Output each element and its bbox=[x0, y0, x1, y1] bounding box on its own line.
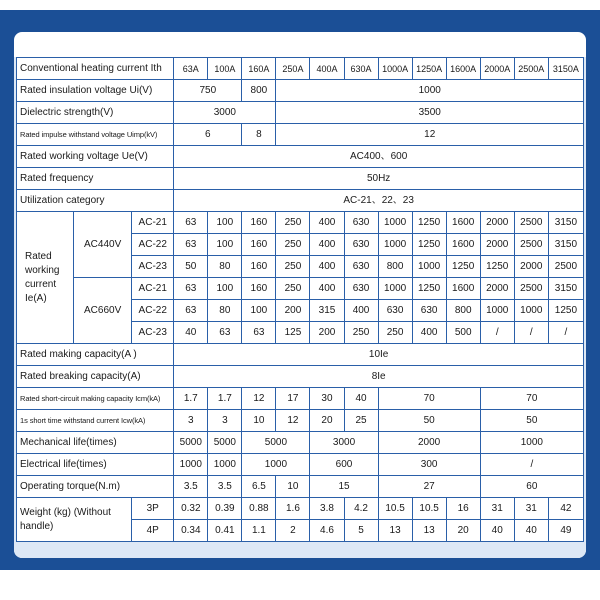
header-cell: 2000A bbox=[480, 58, 514, 80]
row-label: Dielectric strength(V) bbox=[17, 102, 174, 124]
row-label: Rated working voltage Ue(V) bbox=[17, 146, 174, 168]
table-cell: 1000 bbox=[378, 212, 412, 234]
table-cell: 630 bbox=[412, 300, 446, 322]
table-cell: 1250 bbox=[548, 300, 583, 322]
table-row bbox=[17, 212, 584, 234]
table-cell: 8Ie bbox=[174, 366, 584, 388]
table-cell: 63 bbox=[174, 234, 208, 256]
table-cell: 1000 bbox=[412, 256, 446, 278]
table-cell: 3000 bbox=[310, 432, 378, 454]
table-cell: 63 bbox=[208, 322, 242, 344]
table-row bbox=[17, 498, 584, 520]
header-cell: 63A bbox=[174, 58, 208, 80]
header-cell: 250A bbox=[276, 58, 310, 80]
header-cell: 1250A bbox=[412, 58, 446, 80]
table-cell: 2000 bbox=[480, 234, 514, 256]
table-cell: / bbox=[514, 322, 548, 344]
table-cell: 63 bbox=[174, 278, 208, 300]
table-cell: 80 bbox=[208, 300, 242, 322]
table-cell: 30 bbox=[310, 388, 344, 410]
page-frame bbox=[0, 10, 600, 570]
voltage-label: AC440V bbox=[74, 212, 132, 278]
table-cell: 630 bbox=[344, 256, 378, 278]
table-cell: 49 bbox=[548, 520, 583, 542]
table-cell: 10Ie bbox=[174, 344, 584, 366]
table-cell: AC-21、22、23 bbox=[174, 190, 584, 212]
table-cell: 3150 bbox=[548, 278, 583, 300]
table-cell: 40 bbox=[344, 388, 378, 410]
row-label: Rated short-circuit making capacity Icm(kA) bbox=[17, 388, 174, 410]
table-cell: 6.5 bbox=[242, 476, 276, 498]
header-cell: 2500A bbox=[514, 58, 548, 80]
table-cell: 1000 bbox=[276, 80, 584, 102]
table-cell: 13 bbox=[412, 520, 446, 542]
table-cell: 1600 bbox=[446, 212, 480, 234]
table-cell: 27 bbox=[378, 476, 480, 498]
table-cell: 800 bbox=[378, 256, 412, 278]
table-row bbox=[17, 344, 584, 366]
table-cell: 50 bbox=[480, 410, 583, 432]
category-label: AC-22 bbox=[132, 300, 174, 322]
table-cell: 315 bbox=[310, 300, 344, 322]
table-cell: 20 bbox=[446, 520, 480, 542]
category-label: AC-21 bbox=[132, 212, 174, 234]
table-cell: 12 bbox=[276, 124, 584, 146]
table-cell: 2000 bbox=[480, 278, 514, 300]
header-cell: 1600A bbox=[446, 58, 480, 80]
table-cell: 600 bbox=[310, 454, 378, 476]
table-cell: 125 bbox=[276, 322, 310, 344]
table-row bbox=[17, 58, 584, 80]
table-cell: 2500 bbox=[514, 278, 548, 300]
table-cell: 1250 bbox=[480, 256, 514, 278]
table-cell: 300 bbox=[378, 454, 480, 476]
row-label: Rated insulation voltage Ui(V) bbox=[17, 80, 174, 102]
table-cell: 750 bbox=[174, 80, 242, 102]
table-row bbox=[17, 190, 584, 212]
table-cell: 15 bbox=[310, 476, 378, 498]
table-cell: 60 bbox=[480, 476, 583, 498]
table-cell: 3000 bbox=[174, 102, 276, 124]
table-cell: 1000 bbox=[514, 300, 548, 322]
table-cell: 630 bbox=[344, 212, 378, 234]
table-cell: 10.5 bbox=[412, 498, 446, 520]
table-cell: 40 bbox=[480, 520, 514, 542]
table-row bbox=[17, 124, 584, 146]
table-cell: 200 bbox=[310, 322, 344, 344]
table-cell: 3500 bbox=[276, 102, 584, 124]
table-cell: 100 bbox=[242, 300, 276, 322]
table-cell: / bbox=[480, 454, 583, 476]
table-cell: 1600 bbox=[446, 278, 480, 300]
table-cell: 3.5 bbox=[208, 476, 242, 498]
table-row bbox=[17, 146, 584, 168]
row-label: Rated frequency bbox=[17, 168, 174, 190]
voltage-label: AC660V bbox=[74, 278, 132, 344]
table-cell: 8 bbox=[242, 124, 276, 146]
table-cell: 5000 bbox=[242, 432, 310, 454]
table-cell: 0.32 bbox=[174, 498, 208, 520]
table-cell: 5000 bbox=[208, 432, 242, 454]
rated-current-group-label: Rated working current Ie(A) bbox=[17, 212, 74, 344]
table-cell: 4.6 bbox=[310, 520, 344, 542]
table-cell: 17 bbox=[276, 388, 310, 410]
table-cell: 250 bbox=[378, 322, 412, 344]
table-cell: 1000 bbox=[174, 454, 208, 476]
table-cell: 1000 bbox=[480, 300, 514, 322]
table-cell: 2500 bbox=[548, 256, 583, 278]
table-cell: 40 bbox=[174, 322, 208, 344]
table-cell: 6 bbox=[174, 124, 242, 146]
table-cell: 160 bbox=[242, 256, 276, 278]
table-cell: 1250 bbox=[412, 212, 446, 234]
table-cell: 630 bbox=[344, 234, 378, 256]
table-cell: 2000 bbox=[514, 256, 548, 278]
table-cell: 630 bbox=[344, 278, 378, 300]
table-cell: 70 bbox=[378, 388, 480, 410]
table-cell: 100 bbox=[208, 234, 242, 256]
table-row bbox=[17, 432, 584, 454]
table-cell: 630 bbox=[378, 300, 412, 322]
table-cell: 31 bbox=[514, 498, 548, 520]
table-cell: 100 bbox=[208, 212, 242, 234]
category-label: AC-23 bbox=[132, 256, 174, 278]
table-cell: 1.7 bbox=[208, 388, 242, 410]
table-cell: 63 bbox=[174, 212, 208, 234]
table-cell: 250 bbox=[276, 212, 310, 234]
table-cell: 1.1 bbox=[242, 520, 276, 542]
table-cell: 50 bbox=[174, 256, 208, 278]
row-label: Utilization category bbox=[17, 190, 174, 212]
table-row bbox=[17, 278, 584, 300]
row-label: Rated impulse withstand voltage Uimp(kV) bbox=[17, 124, 174, 146]
table-cell: 0.34 bbox=[174, 520, 208, 542]
table-cell: 16 bbox=[446, 498, 480, 520]
table-cell: 2500 bbox=[514, 234, 548, 256]
table-cell: AC400、600 bbox=[174, 146, 584, 168]
row-label: Electrical life(times) bbox=[17, 454, 174, 476]
table-cell: 250 bbox=[276, 256, 310, 278]
table-cell: 50Hz bbox=[174, 168, 584, 190]
table-cell: 40 bbox=[514, 520, 548, 542]
table-cell: 2000 bbox=[480, 212, 514, 234]
table-cell: 31 bbox=[480, 498, 514, 520]
header-cell: 630A bbox=[344, 58, 378, 80]
table-cell: 400 bbox=[310, 278, 344, 300]
row-label: Conventional heating current Ith bbox=[17, 58, 174, 80]
row-label: Mechanical life(times) bbox=[17, 432, 174, 454]
table-cell: 2500 bbox=[514, 212, 548, 234]
table-row bbox=[17, 410, 584, 432]
table-row bbox=[17, 102, 584, 124]
table-cell: 400 bbox=[310, 256, 344, 278]
header-cell: 160A bbox=[242, 58, 276, 80]
spec-panel bbox=[14, 32, 586, 558]
table-cell: 0.41 bbox=[208, 520, 242, 542]
pole-label: 4P bbox=[132, 520, 174, 542]
table-cell: 13 bbox=[378, 520, 412, 542]
pole-label: 3P bbox=[132, 498, 174, 520]
table-cell: 63 bbox=[174, 300, 208, 322]
table-cell: 1000 bbox=[378, 278, 412, 300]
table-cell: 10 bbox=[276, 476, 310, 498]
table-cell: 50 bbox=[378, 410, 480, 432]
table-cell: 400 bbox=[310, 234, 344, 256]
header-cell: 400A bbox=[310, 58, 344, 80]
table-cell: 3150 bbox=[548, 234, 583, 256]
row-label: Operating torque(N.m) bbox=[17, 476, 174, 498]
table-cell: 3.8 bbox=[310, 498, 344, 520]
table-cell: 100 bbox=[208, 278, 242, 300]
table-cell: 63 bbox=[242, 322, 276, 344]
category-label: AC-21 bbox=[132, 278, 174, 300]
table-cell: 160 bbox=[242, 234, 276, 256]
category-label: AC-22 bbox=[132, 234, 174, 256]
table-cell: 1250 bbox=[412, 234, 446, 256]
table-cell: 42 bbox=[548, 498, 583, 520]
table-cell: 12 bbox=[276, 410, 310, 432]
table-cell: 5000 bbox=[174, 432, 208, 454]
table-row bbox=[17, 476, 584, 498]
table-cell: 250 bbox=[344, 322, 378, 344]
table-cell: 400 bbox=[344, 300, 378, 322]
table-cell: 1600 bbox=[446, 234, 480, 256]
table-cell: 1000 bbox=[242, 454, 310, 476]
table-cell: 160 bbox=[242, 278, 276, 300]
header-cell: 3150A bbox=[548, 58, 583, 80]
table-cell: 10 bbox=[242, 410, 276, 432]
table-cell: 0.88 bbox=[242, 498, 276, 520]
table-cell: 1.7 bbox=[174, 388, 208, 410]
table-cell: / bbox=[548, 322, 583, 344]
table-cell: 800 bbox=[242, 80, 276, 102]
header-cell: 100A bbox=[208, 58, 242, 80]
table-cell: 12 bbox=[242, 388, 276, 410]
table-row bbox=[17, 80, 584, 102]
table-cell: 4.2 bbox=[344, 498, 378, 520]
table-cell: 3 bbox=[174, 410, 208, 432]
table-row bbox=[17, 388, 584, 410]
table-cell: 2000 bbox=[378, 432, 480, 454]
row-label: 1s short time withstand current Icw(kA) bbox=[17, 410, 174, 432]
weight-label: Weight (kg) (Without handle) bbox=[17, 498, 132, 542]
table-row bbox=[17, 168, 584, 190]
table-cell: 2 bbox=[276, 520, 310, 542]
table-cell: 3.5 bbox=[174, 476, 208, 498]
table-cell: 10.5 bbox=[378, 498, 412, 520]
table-cell: 200 bbox=[276, 300, 310, 322]
row-label: Rated breaking capacity(A) bbox=[17, 366, 174, 388]
row-label: Rated making capacity(A ) bbox=[17, 344, 174, 366]
table-cell: 20 bbox=[310, 410, 344, 432]
table-cell: 1000 bbox=[480, 432, 583, 454]
table-cell: 800 bbox=[446, 300, 480, 322]
table-cell: / bbox=[480, 322, 514, 344]
table-row bbox=[17, 454, 584, 476]
table-cell: 1000 bbox=[208, 454, 242, 476]
table-cell: 250 bbox=[276, 278, 310, 300]
header-cell: 1000A bbox=[378, 58, 412, 80]
table-cell: 250 bbox=[276, 234, 310, 256]
table-cell: 1.6 bbox=[276, 498, 310, 520]
spec-table bbox=[16, 57, 584, 542]
table-cell: 25 bbox=[344, 410, 378, 432]
table-cell: 1000 bbox=[378, 234, 412, 256]
table-cell: 3 bbox=[208, 410, 242, 432]
category-label: AC-23 bbox=[132, 322, 174, 344]
table-cell: 1250 bbox=[446, 256, 480, 278]
table-cell: 400 bbox=[412, 322, 446, 344]
table-cell: 70 bbox=[480, 388, 583, 410]
table-cell: 80 bbox=[208, 256, 242, 278]
table-cell: 0.39 bbox=[208, 498, 242, 520]
table-row bbox=[17, 366, 584, 388]
table-cell: 400 bbox=[310, 212, 344, 234]
table-cell: 1250 bbox=[412, 278, 446, 300]
table-cell: 500 bbox=[446, 322, 480, 344]
table-cell: 3150 bbox=[548, 212, 583, 234]
table-cell: 5 bbox=[344, 520, 378, 542]
table-cell: 160 bbox=[242, 212, 276, 234]
